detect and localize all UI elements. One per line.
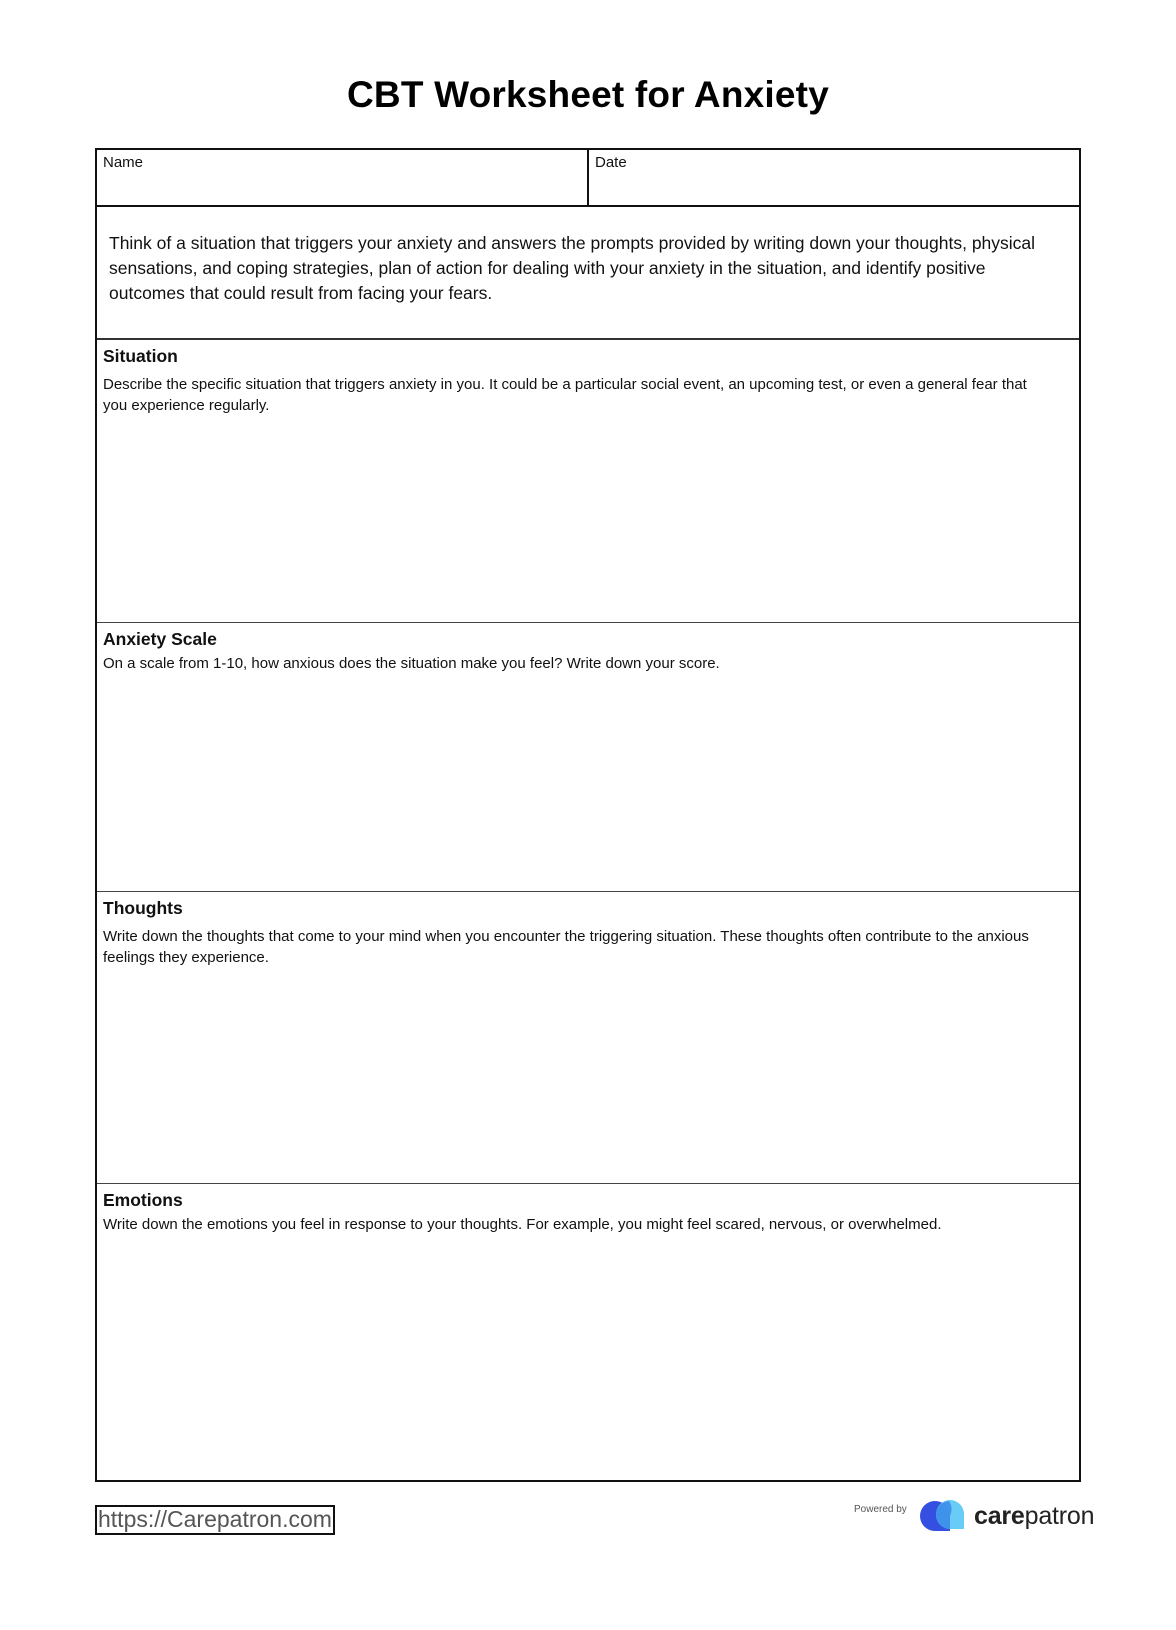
carepatron-wordmark bbox=[974, 1502, 1094, 1531]
thoughts-answer-input[interactable] bbox=[103, 972, 1073, 1177]
section-description: On a scale from 1-10, how anxious does the situation make you feel? Write down your score. bbox=[103, 655, 720, 672]
section-description: Describe the specific situation that triggers anxiety in you. It could be a particular social event, an upcoming test, or even a general fear that you experience regularly. bbox=[103, 376, 1027, 414]
carepatron-logo-icon bbox=[918, 1499, 968, 1533]
powered-by-label: Powered by bbox=[854, 1504, 907, 1515]
carepatron-link[interactable]: https://Carepatron.com bbox=[95, 1505, 335, 1535]
brand-bold: care bbox=[974, 1501, 1025, 1530]
section-title: Situation bbox=[103, 346, 178, 366]
header-fields-row bbox=[97, 150, 1079, 207]
carepatron-logo[interactable] bbox=[918, 1498, 1094, 1534]
document-title: CBT Worksheet for Anxiety bbox=[347, 74, 829, 115]
section-emotions bbox=[97, 1184, 1079, 1480]
section-title: Anxiety Scale bbox=[103, 629, 217, 649]
name-label: Name bbox=[103, 154, 144, 171]
section-description: Write down the emotions you feel in response to your thoughts. For example, you might feel scared, nervous, or overwhelmed. bbox=[103, 1216, 942, 1233]
section-title: Emotions bbox=[103, 1190, 183, 1210]
section-situation bbox=[97, 340, 1079, 623]
anxiety-scale-answer-input[interactable] bbox=[103, 703, 1073, 885]
emotions-answer-input[interactable] bbox=[103, 1264, 1073, 1474]
date-label: Date bbox=[595, 154, 627, 171]
date-input[interactable] bbox=[589, 174, 1079, 205]
section-description: Write down the thoughts that come to your mind when you encounter the triggering situation. These thoughts often contribute to the anxious feelings they experience. bbox=[103, 928, 1029, 966]
section-title: Thoughts bbox=[103, 898, 183, 918]
worksheet-form bbox=[95, 148, 1081, 1482]
section-anxiety-scale bbox=[97, 623, 1079, 892]
name-input[interactable] bbox=[97, 174, 587, 205]
instructions-box bbox=[97, 205, 1079, 340]
date-field bbox=[589, 150, 1079, 205]
section-thoughts bbox=[97, 892, 1079, 1184]
brand-regular: patron bbox=[1024, 1501, 1095, 1530]
situation-answer-input[interactable] bbox=[103, 420, 1073, 616]
name-field bbox=[97, 150, 589, 205]
instructions-text: Think of a situation that triggers your anxiety and answers the prompts provided by writing down your thoughts, physical sensations, and coping strategies, plan of action for dealing with your anxiety in the situation, and identify positive outcomes that could result from facing your fears. bbox=[109, 233, 1036, 303]
